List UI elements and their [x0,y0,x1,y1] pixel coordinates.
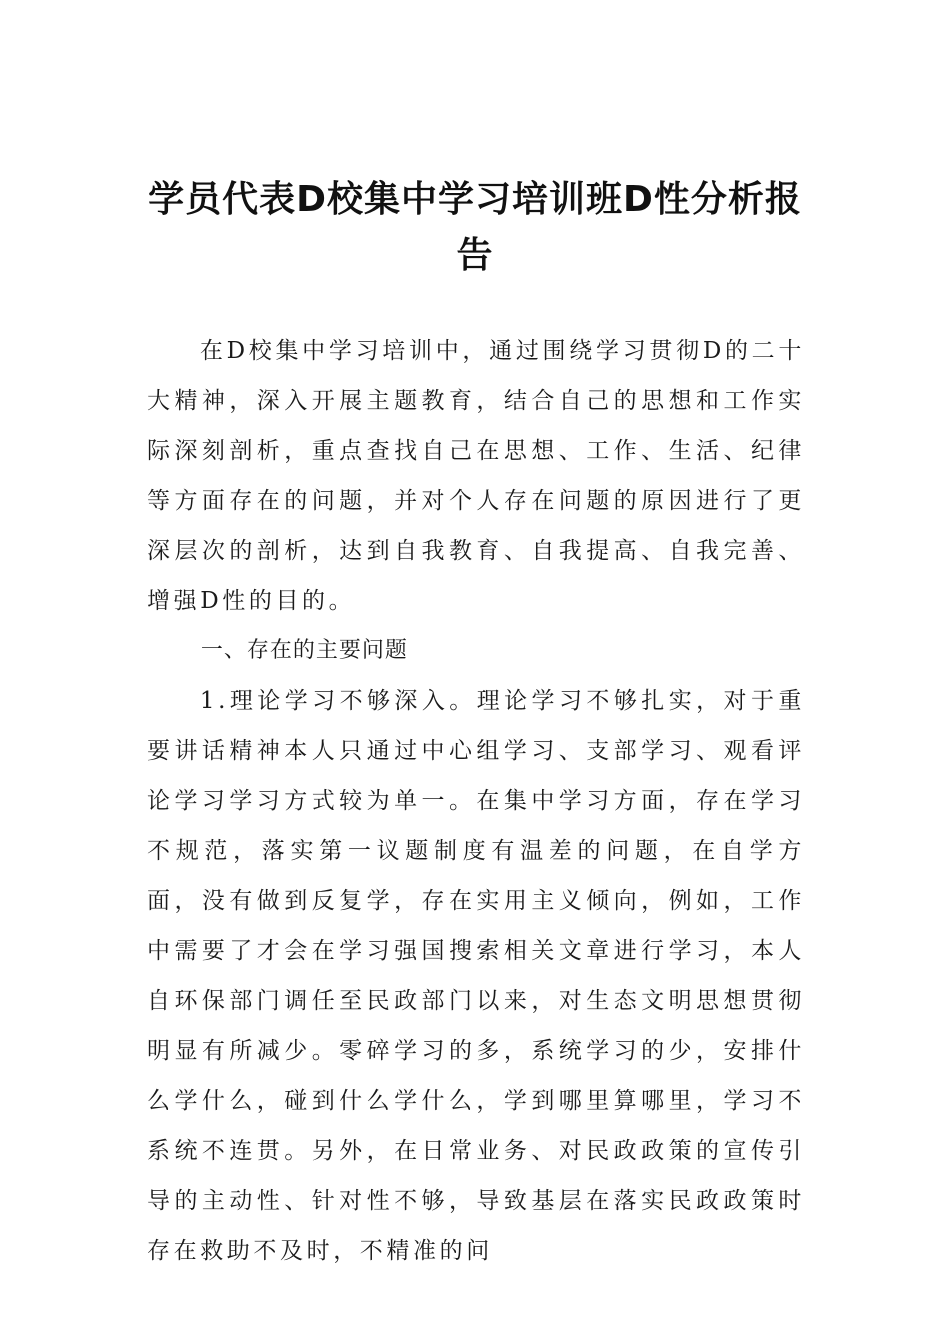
section-heading: 一、存在的主要问题 [200,638,408,663]
document-title: 学员代表D校集中学习培训班D性分析报告 [148,179,802,276]
document-body [147,326,805,1276]
intro-paragraph: 在D校集中学习培训中，通过围绕学习贯彻D的二十大精神，深入开展主题教育，结合自己的思想和工作实际深刻剖析，重点查找自己在思想、工作、生活、纪律等方面存在的问题，并对个人存在问题的原因进行了更深层次的剖析，达到自我教育、自我提高、自我完善、增强D性的目的。 [147,338,805,614]
item-paragraph-1: 1.理论学习不够深入。理论学习不够扎实，对于重要讲话精神本人只通过中心组学习、支部学习、观看评论学习学习方式较为单一。在集中学习方面，存在学习不规范，落实第一议题制度有温差的问题，在自学方面，没有做到反复学，存在实用主义倾向，例如，工作中需要了才会在学习强国搜索相关文章进行学习，本人自环保部门调任至民政部门以来，对生态文明思想贯彻明显有所减少。零碎学习的多，系统学习的少，安排什么学什么，碰到什么学什么，学到哪里算哪里，学习不系统不连贯。另外，在日常业务、对民政政策的宣传引导的主动性、针对性不够，导致基层在落实民政政策时存在救助不及时，不精准的问 [147,688,805,1264]
